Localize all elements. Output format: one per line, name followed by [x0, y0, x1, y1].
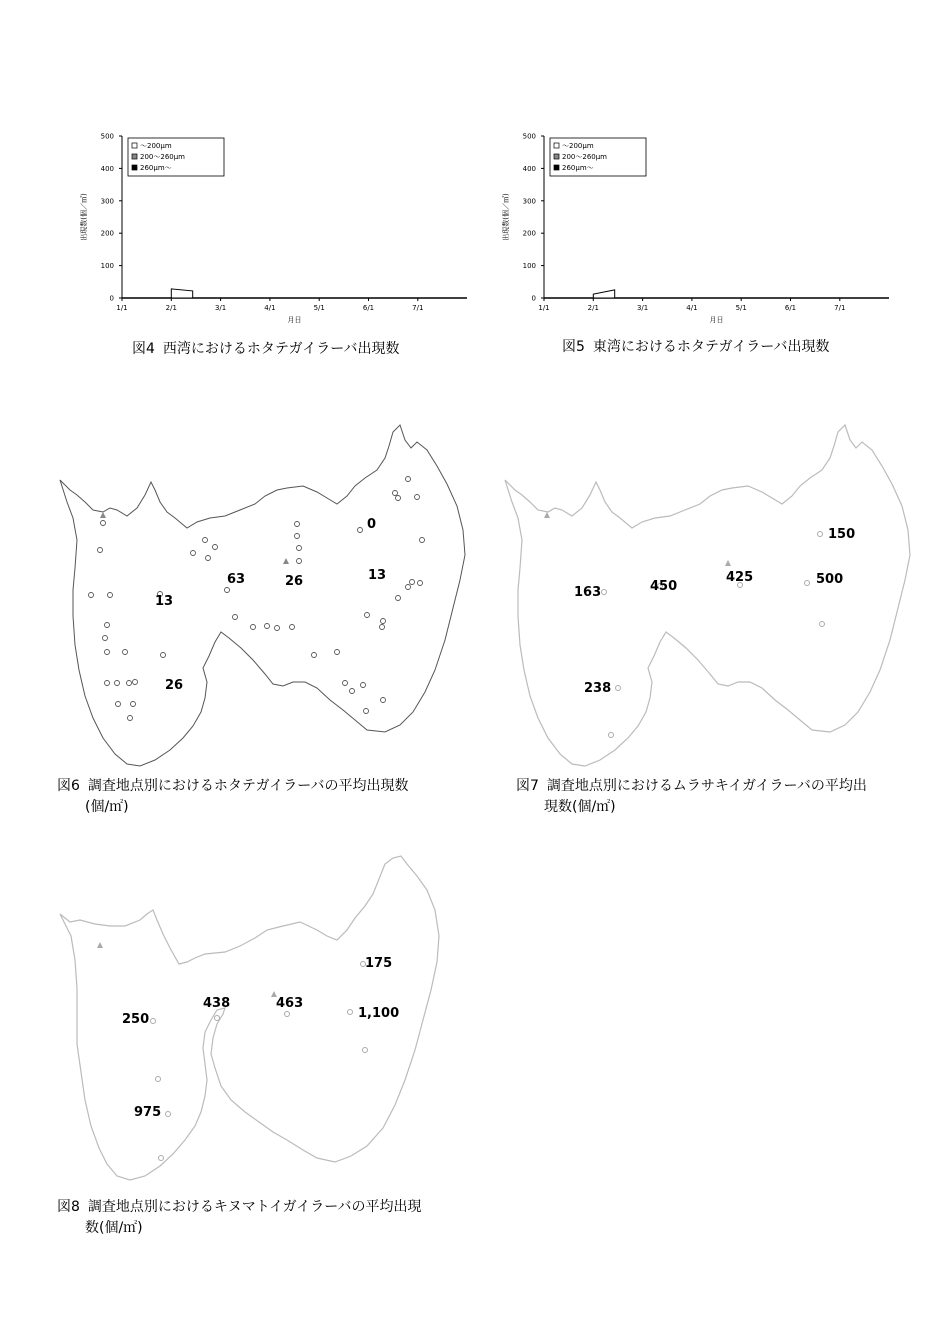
caption-unit: (個/㎡): [85, 799, 129, 815]
station-dot: [335, 650, 340, 655]
figure-7-caption: [516, 776, 867, 818]
caption-number: 図6: [57, 778, 80, 794]
x-tick-label: 7/1: [412, 304, 424, 312]
figure-5-caption: [562, 337, 830, 358]
y-tick-label: 100: [522, 262, 536, 271]
station-value: 13: [368, 568, 387, 583]
figure-8-map: [55, 850, 475, 1190]
y-tick-label: 400: [100, 164, 114, 173]
x-tick-label: 5/1: [735, 304, 747, 312]
legend-label: 200～260μm: [562, 153, 607, 161]
station-dot: [358, 528, 363, 533]
map-mussel-stations: [500, 420, 920, 770]
triangle-marker: [283, 558, 289, 564]
triangle-marker: [100, 512, 106, 518]
legend-swatch: [132, 143, 137, 148]
station-value: 463: [276, 996, 304, 1011]
y-tick-label: 300: [522, 197, 536, 206]
station-dot: [191, 551, 196, 556]
station-dot: [159, 1156, 164, 1161]
station-dot: [290, 625, 295, 630]
y-tick-label: 500: [100, 132, 114, 141]
station-dot: [101, 521, 106, 526]
station-dot: [108, 593, 113, 598]
station-dot: [295, 534, 300, 539]
station-value: 450: [650, 579, 678, 594]
x-axis-label: 月日: [287, 316, 302, 324]
legend-label: 200～260μm: [140, 153, 185, 161]
figure-8-caption: [57, 1197, 422, 1239]
x-tick-label: 6/1: [362, 304, 375, 312]
coastline: [505, 425, 910, 766]
legend-swatch: [554, 143, 559, 148]
station-dot: [364, 709, 369, 714]
legend-label: ～200μm: [140, 142, 172, 150]
legend-swatch: [554, 154, 559, 159]
station-dot: [251, 625, 256, 630]
station-value: 425: [726, 570, 754, 585]
station-value: 1,100: [358, 1006, 400, 1021]
station-dot: [131, 702, 136, 707]
station-dot: [393, 491, 398, 496]
station-dot: [381, 698, 386, 703]
station-dot: [225, 588, 230, 593]
station-dot: [123, 650, 128, 655]
triangle-marker: [97, 942, 103, 948]
figure-4-chart: [70, 125, 470, 330]
caption-text: 西湾におけるホタテガイラーバ出現数: [162, 341, 400, 357]
chart-west-bay: [70, 125, 470, 330]
station-dot: [410, 580, 415, 585]
caption-number: 図4: [132, 341, 155, 357]
x-tick-label: 7/1: [834, 304, 846, 312]
station-dot: [127, 681, 132, 686]
station-dot: [380, 625, 385, 630]
caption-text: 調査地点別におけるキヌマトイガイラーバの平均出現: [87, 1199, 422, 1215]
station-dot: [343, 681, 348, 686]
station-dot: [166, 1112, 171, 1117]
station-dot: [297, 559, 302, 564]
figure-4-caption: [132, 339, 400, 360]
station-dot: [381, 619, 386, 624]
station-dot: [350, 689, 355, 694]
station-dot: [616, 686, 621, 691]
station-dot: [115, 681, 120, 686]
station-value: 26: [165, 678, 184, 693]
x-tick-label: 2/1: [165, 304, 177, 312]
station-dot: [348, 1010, 353, 1015]
station-dot: [103, 636, 108, 641]
x-tick-label: 3/1: [214, 304, 227, 312]
y-tick-label: 200: [100, 229, 114, 238]
y-tick-label: 200: [522, 229, 536, 238]
station-value: 0: [367, 517, 377, 532]
station-dot: [233, 615, 238, 620]
legend-swatch: [554, 165, 559, 170]
station-value: 175: [365, 956, 393, 971]
y-tick-label: 0: [109, 294, 114, 303]
triangle-marker: [544, 512, 550, 518]
station-dot: [105, 681, 110, 686]
station-markers: [89, 477, 425, 721]
station-dot: [105, 623, 110, 628]
station-dot: [415, 495, 420, 500]
x-tick-label: 3/1: [636, 304, 649, 312]
station-value: 975: [134, 1105, 162, 1120]
station-value: 26: [285, 574, 304, 589]
station-dot: [285, 1012, 290, 1017]
station-dot: [820, 622, 825, 627]
map-clam-stations: [55, 850, 475, 1190]
station-dot: [365, 613, 370, 618]
legend-label: 260μm～: [562, 164, 594, 172]
y-tick-label: 300: [100, 197, 114, 206]
station-dot: [105, 650, 110, 655]
figure-7-map: [500, 420, 920, 770]
station-dot: [406, 585, 411, 590]
station-dot: [295, 522, 300, 527]
station-dot: [361, 683, 366, 688]
map-scallop-stations: [55, 420, 475, 770]
station-dot: [396, 496, 401, 501]
caption-text: 調査地点別におけるムラサキイガイラーバの平均出: [546, 778, 867, 794]
legend-swatch: [132, 154, 137, 159]
x-tick-label: 6/1: [784, 304, 797, 312]
station-dot: [116, 702, 121, 707]
station-value: 63: [227, 572, 246, 587]
caption-text: 東湾におけるホタテガイラーバ出現数: [592, 339, 830, 355]
y-axis-label: 出現数(個／㎥): [80, 193, 88, 241]
station-value: 163: [574, 585, 602, 600]
figure-6-map: [55, 420, 475, 770]
station-dot: [418, 581, 423, 586]
station-dot: [133, 680, 138, 685]
y-tick-label: 0: [531, 294, 536, 303]
station-value: 238: [584, 681, 612, 696]
station-dot: [213, 545, 218, 550]
station-dot: [805, 581, 810, 586]
y-axis-label: 出現数(個／㎥): [502, 193, 510, 241]
station-dot: [128, 716, 133, 721]
station-dot: [406, 477, 411, 482]
figure-6-caption: [57, 776, 409, 818]
station-dot: [203, 538, 208, 543]
station-dot: [151, 1019, 156, 1024]
station-dot: [818, 532, 823, 537]
station-dot: [297, 546, 302, 551]
station-value: 250: [122, 1012, 150, 1027]
x-tick-label: 4/1: [686, 304, 698, 312]
station-value: 13: [155, 594, 174, 609]
legend-swatch: [132, 165, 137, 170]
station-dot: [312, 653, 317, 658]
station-dot: [265, 624, 270, 629]
station-dot: [215, 1016, 220, 1021]
station-value: 150: [828, 527, 856, 542]
caption-number: 図8: [57, 1199, 80, 1215]
station-dot: [609, 733, 614, 738]
legend-label: 260μm～: [140, 164, 172, 172]
station-dot: [98, 548, 103, 553]
caption-number: 図7: [516, 778, 539, 794]
caption-text: 調査地点別におけるホタテガイラーバの平均出現数: [87, 778, 409, 794]
series-area-1: [171, 289, 192, 298]
station-dot: [275, 626, 280, 631]
chart-east-bay: [492, 125, 892, 330]
legend-label: ～200μm: [562, 142, 594, 150]
caption-unit: 現数(個/㎡): [544, 799, 616, 815]
station-value: 438: [203, 996, 231, 1011]
station-value: 500: [816, 572, 844, 587]
coastline: [60, 425, 465, 766]
station-dot: [206, 556, 211, 561]
figure-5-chart: [492, 125, 892, 330]
station-dot: [89, 593, 94, 598]
triangle-marker: [725, 560, 731, 566]
x-axis-label: 月日: [709, 316, 724, 324]
caption-unit: 数(個/㎡): [85, 1220, 143, 1236]
y-tick-label: 100: [100, 262, 114, 271]
station-dot: [363, 1048, 368, 1053]
station-dot: [161, 653, 166, 658]
y-tick-label: 500: [522, 132, 536, 141]
x-tick-label: 1/1: [538, 304, 550, 312]
caption-number: 図5: [562, 339, 585, 355]
station-dot: [602, 590, 607, 595]
station-dot: [156, 1077, 161, 1082]
station-dot: [396, 596, 401, 601]
station-dot: [420, 538, 425, 543]
x-tick-label: 5/1: [313, 304, 325, 312]
x-tick-label: 1/1: [116, 304, 128, 312]
x-tick-label: 4/1: [264, 304, 276, 312]
x-tick-label: 2/1: [587, 304, 599, 312]
y-tick-label: 400: [522, 164, 536, 173]
series-area-1: [593, 290, 614, 298]
